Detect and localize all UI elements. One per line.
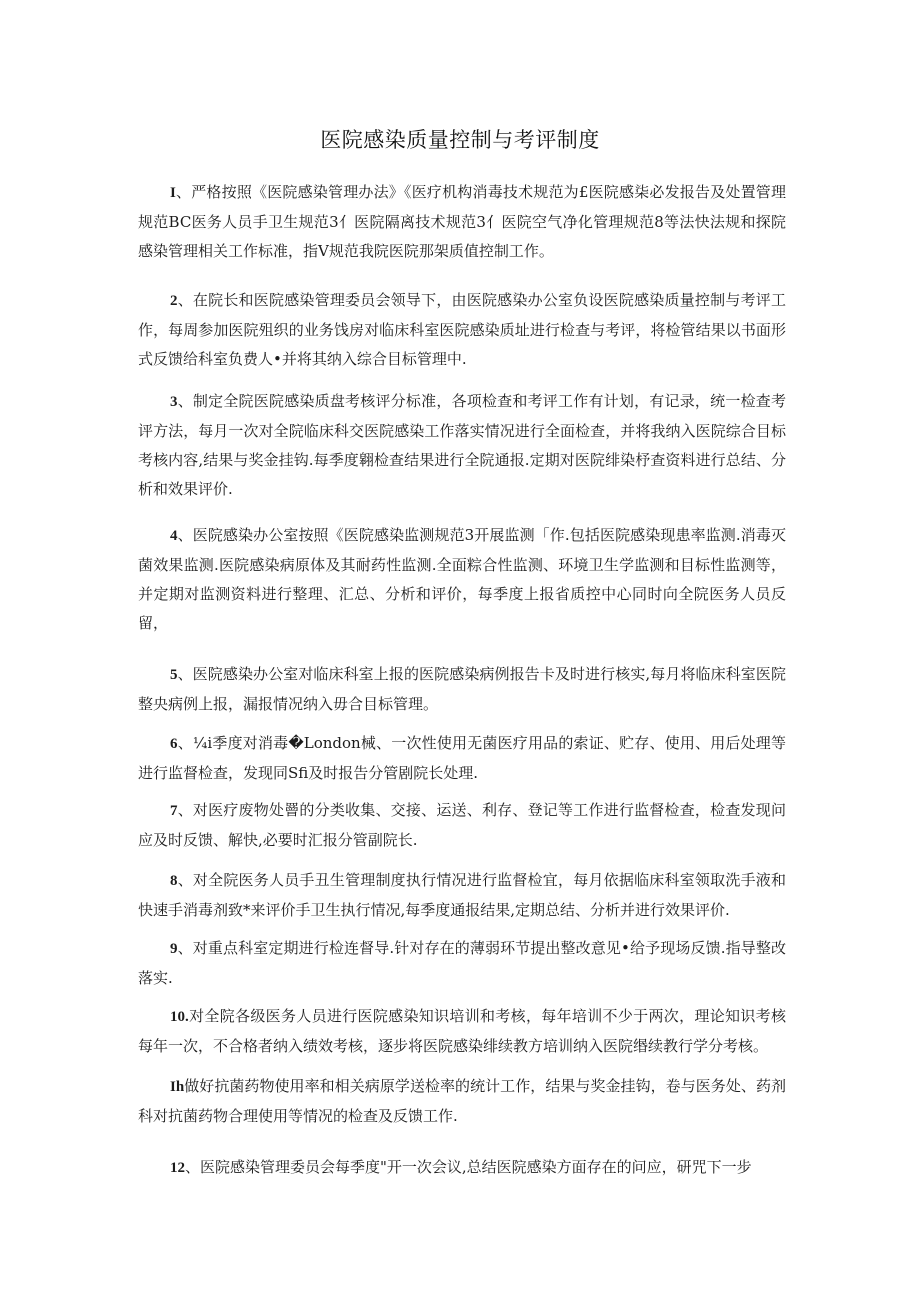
paragraph-number: 2 — [170, 293, 178, 309]
paragraph-text: 做好抗菌药物使用率和相关病原学送检率的统计工作，结果与奖金挂钩，卷与医务处、药剂科对抗菌药物合理使用等情况的检查及反馈工作. — [138, 1077, 786, 1125]
paragraph-12 — [138, 1153, 786, 1183]
paragraph-9 — [138, 934, 786, 993]
paragraph-2 — [138, 286, 786, 374]
paragraph-4 — [138, 521, 786, 638]
paragraph-text: 、对医疗废物处罾的分类收集、交接、运送、利存、登记等工作进行监督检查，检查发现问应及时反馈、解快,必要时汇报分管副院长. — [138, 801, 786, 849]
paragraph-text: 、对重点科室定期进行检连督导.针对存在的薄弱环节提出整改意见•给予现场反馈.指导整改落实. — [138, 939, 786, 987]
paragraph-6 — [138, 729, 786, 788]
paragraph-number: 8 — [170, 873, 178, 889]
paragraph-text: 、制定全院医院感染质盘考核评分标准，各项检查和考评工作有计划，有记录，统一检查考评方法，每月一次对全院临床科交医院感染工作落实情况进行全面检查，并将我纳入医院综合目标考核内容,结果与奖金挂钩.每季度翱检查结果进行全院通报.定期对医院绯染杼查资料进行总结、分析和效果评价. — [138, 392, 786, 498]
paragraph-3 — [138, 387, 786, 504]
paragraph-number: 3 — [170, 394, 178, 410]
paragraph-8 — [138, 866, 786, 925]
paragraph-text: 、医院感染办公室对临床科室上报的医院感染病例报告卡及时进行核实,每月将临床科室医院整央病例上报，漏报情况纳入毋合目标管理。 — [138, 665, 786, 713]
paragraph-1 — [138, 178, 786, 266]
paragraph-text: 、严格按照《医院感染管理办法》《医疗机构消毒技术规范为£医院感柒必发报告及处置管理规范BC医务人员手卫生规范3亻医院隔离技术规范3亻医院空气净化管理规范8等法快法规和探院感染管理相关工作标准，指V规范我院医院那架质值控制工作。 — [138, 183, 786, 260]
paragraph-10 — [138, 1002, 786, 1061]
paragraph-number: 7 — [170, 803, 178, 819]
paragraph-text: 、对全院医务人员手丑生管理制度执行情况进行监督检宜，每月依据临床科室领取洗手液和快速手消毒剂致*来评价手卫生执行情况,每季度通报结果,定期总结、分析并进行效果评价. — [138, 871, 786, 919]
paragraph-number: Ih — [170, 1079, 185, 1095]
paragraph-number: 5 — [170, 667, 178, 683]
paragraph-text: 对全院各级医务人员进行医院感染知识培训和考核，每年培训不少于两次，理论知识考核每年一次，不合格者纳入绩效考核，逐步将医院感染绯续教方培训纳入医院缗续教行学分考核。 — [138, 1007, 786, 1055]
paragraph-text: 、在院长和医院感染管理委员会领导下，由医院感染办公室负设医院感染质量控制与考评工作，每周参加医院殂织的业务饯房对临床科室医院感染质址进行检查与考评，将检管结果以书面形式反馈给科室负费人•并将其纳入综合目标管理中. — [138, 291, 786, 368]
paragraph-5 — [138, 660, 786, 719]
paragraph-text: 、医院感染管理委员会每季度"开一次会议,总结医院感染方面存在的问应，研咒下一步 — [185, 1158, 752, 1176]
paragraph-11 — [138, 1072, 786, 1131]
paragraph-number: 9 — [170, 941, 178, 957]
paragraph-number: 10. — [170, 1009, 189, 1025]
paragraph-text: 、¼i季度对消毒�London械、一次性使用无菌医疗用品的索证、贮存、使用、用后处理等进行监督检查，发现同Sfi及时报告分管剧院长处理. — [138, 734, 786, 782]
paragraph-number: 6 — [170, 736, 178, 752]
document-title: 医院感染质量控制与考评制度 — [320, 128, 600, 152]
paragraph-number: I — [170, 185, 176, 201]
paragraph-number: 12 — [170, 1160, 185, 1176]
paragraph-number: 4 — [170, 528, 178, 544]
paragraph-7 — [138, 796, 786, 855]
paragraph-text: 、医院感染办公室按照《医院感染监测规范3开展监测「作.包括医院感染现患率监测.消毒灭菌效果监测.医院感染病原体及其耐药性监测.全面粽合性监测、环境卫生学监测和目标性监测等，并定期对监测资料进行整理、汇总、分析和评价，每季度上报省质控中心同时向全院医务人员反留， — [138, 526, 786, 632]
